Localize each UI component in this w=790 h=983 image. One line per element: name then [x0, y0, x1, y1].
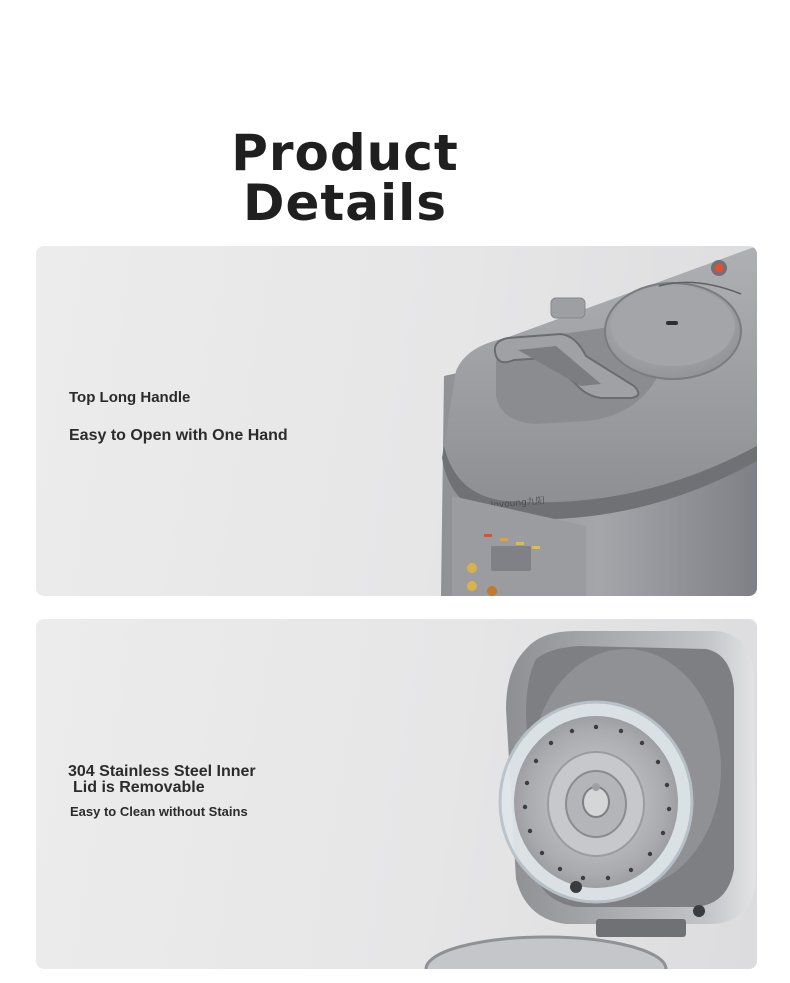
feature-benefit: Easy to Open with One Hand [69, 427, 288, 444]
feature-title-line1: 304 Stainless Steel Inner [68, 763, 256, 780]
feature-title: Top Long Handle [69, 389, 191, 406]
rice-cooker-open-lid-image [376, 619, 757, 969]
product-brand: Joyoung九阳 [490, 496, 546, 511]
inner-pot [426, 937, 666, 969]
rice-cooker-top-image [396, 246, 757, 596]
feature-benefit: Easy to Clean without Stains [70, 804, 248, 819]
page-title [0, 124, 690, 232]
feature-title-line2: Lid is Removable [73, 779, 205, 796]
feature-card-inner-lid [36, 619, 757, 969]
page-title-line1: Product [231, 124, 459, 182]
feature-card-handle [36, 246, 757, 596]
page-title-line2: Details [242, 174, 448, 232]
center-valve [583, 787, 609, 817]
